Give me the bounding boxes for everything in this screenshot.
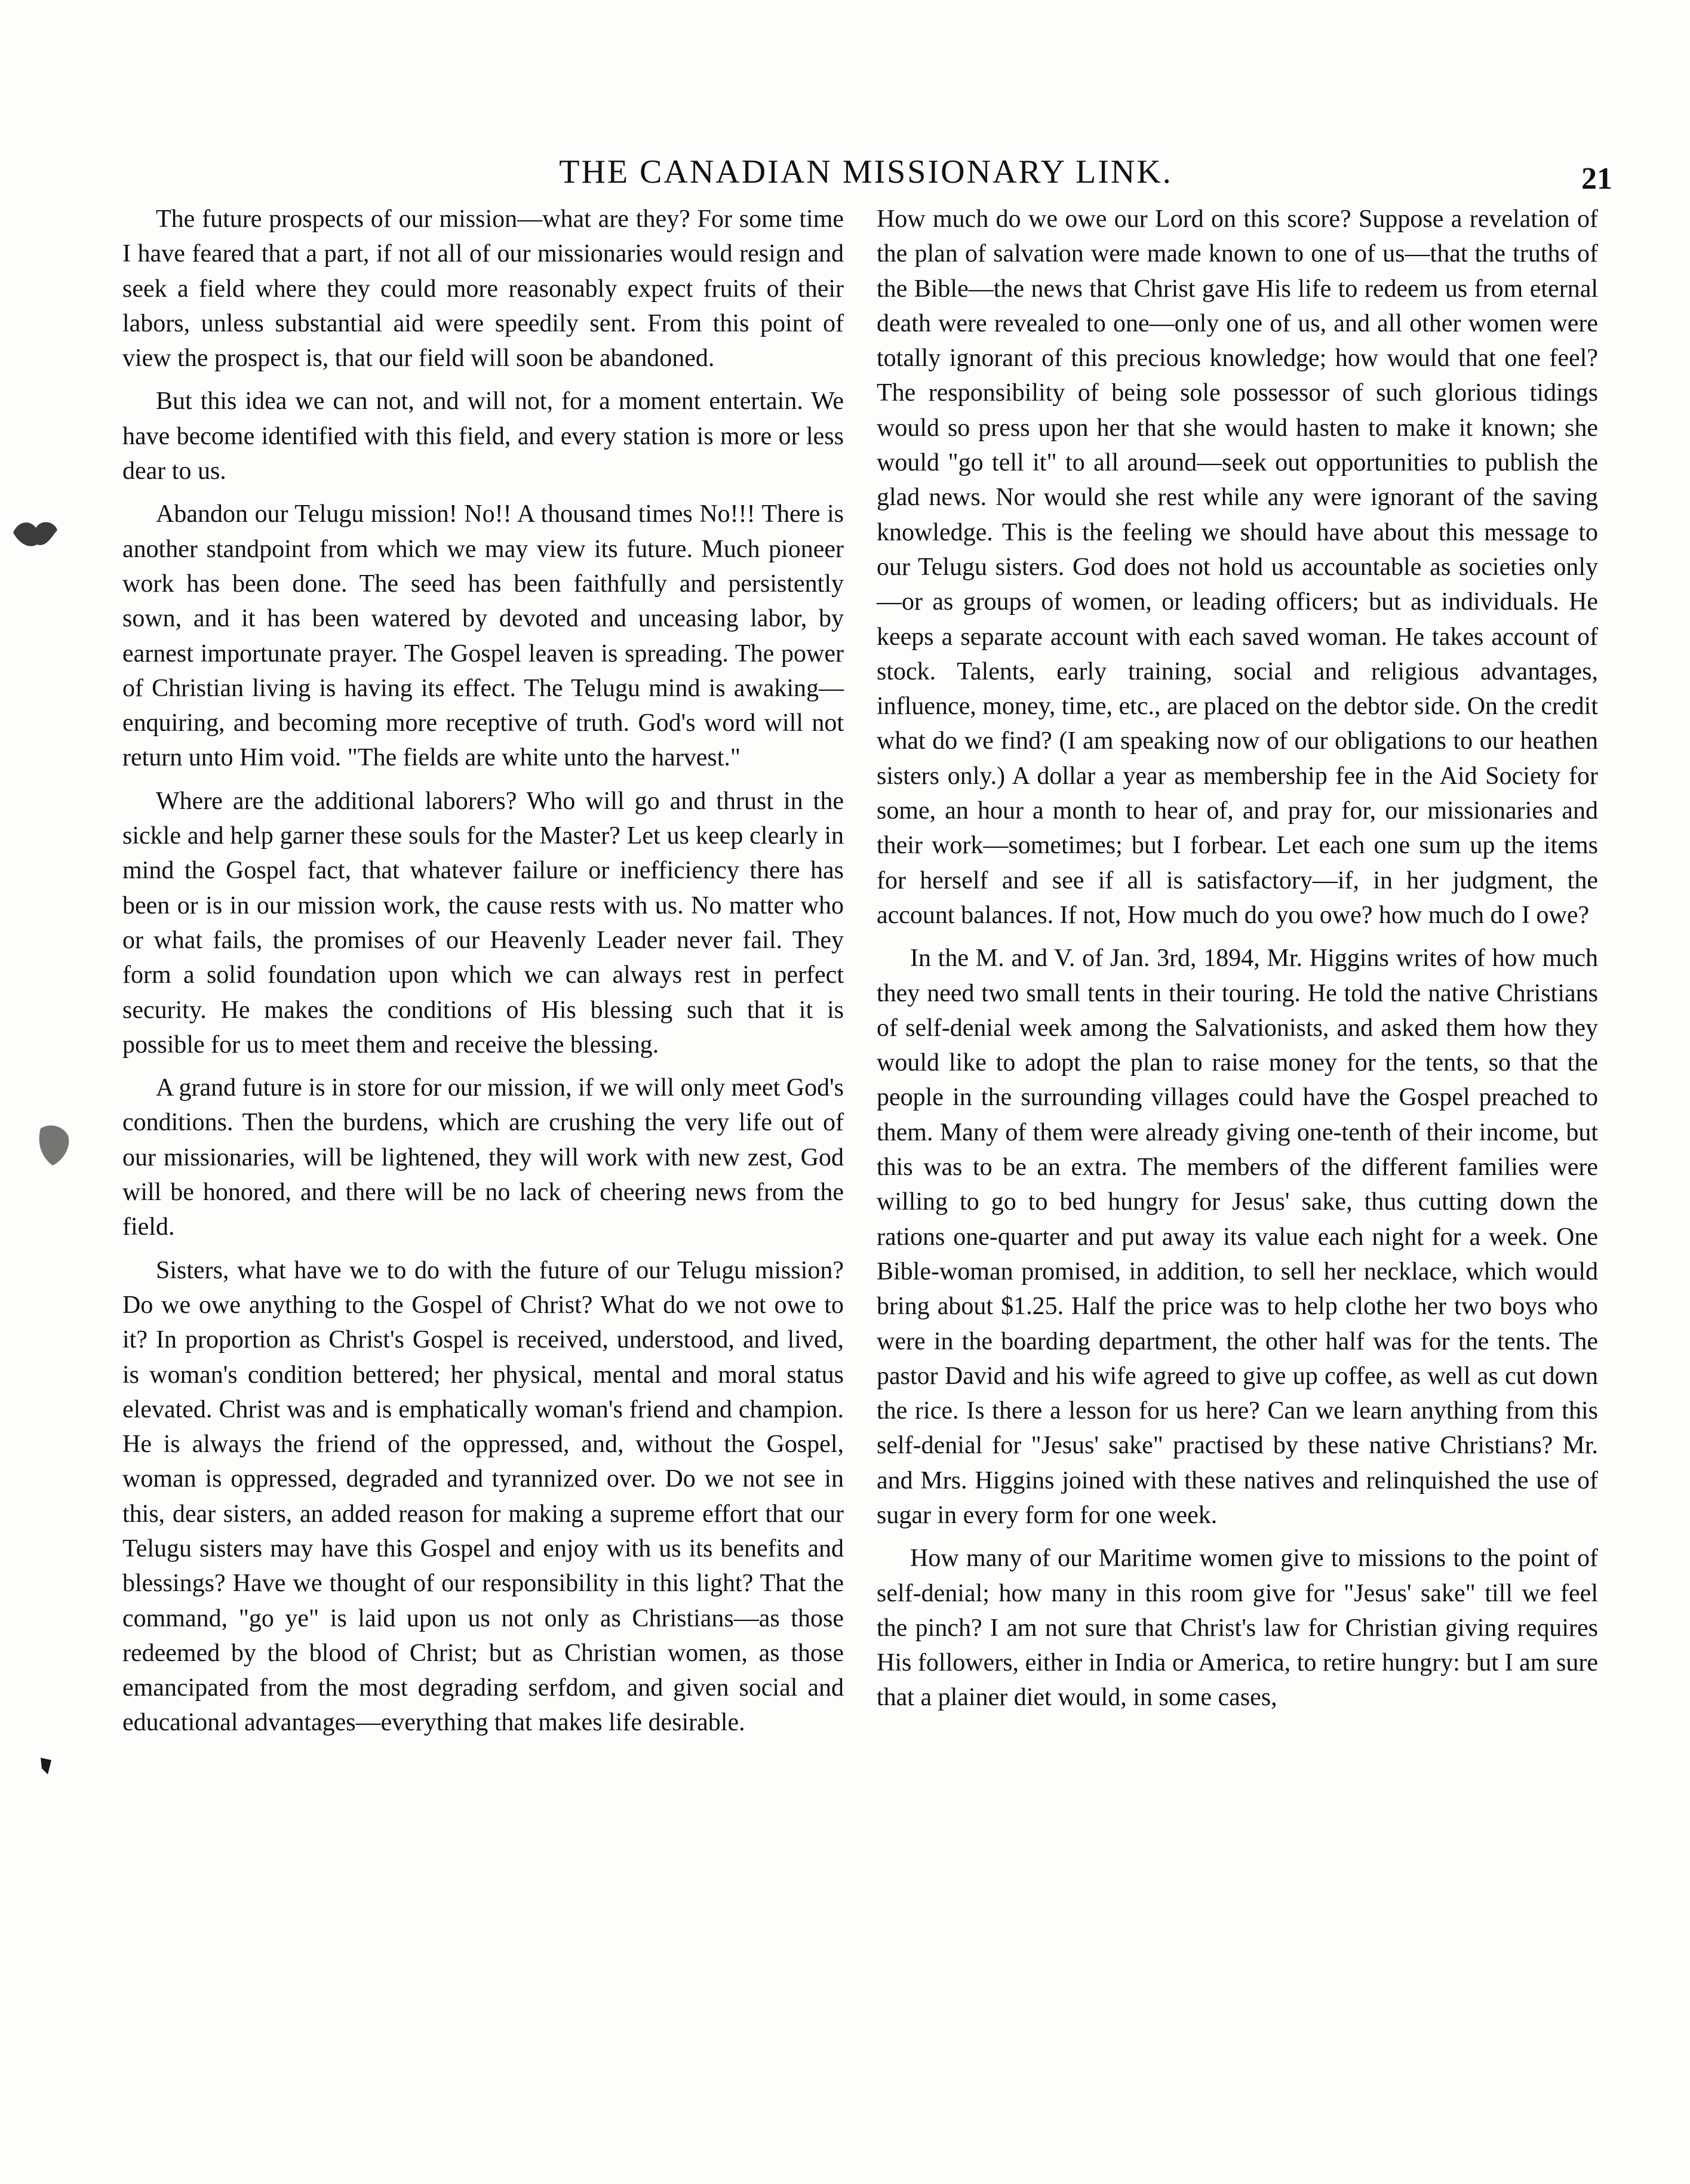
paragraph: Abandon our Telugu mission! No!! A thousand times No!!! There is another standpoint from which we may view its future. Much pioneer work has been done. The seed has been faithfully and persistently sown, and it has been watered by devoted and unceasing labor, by earnest importunate prayer. The Gospel leaven is spreading. The power of Christian living is having its effect. The Telugu mind is awaking—enquiring, and becoming more receptive of truth. God's word will not return unto Him void. "The fields are white unto the harvest." <box>122 500 844 772</box>
paragraph: The future prospects of our mission—what are they? For some time I have feared that a part, if not all of our missionaries would resign and seek a field where they could more reasonably expect fruits of their labors, unless substantial aid were speedily sent. From this point of view the prospect is, that our field will soon be abandoned. <box>122 205 844 373</box>
right-column <box>877 202 1598 1724</box>
margin-ink-mark <box>11 515 61 558</box>
paragraph: Sisters, what have we to do with the future of our Telugu mission? Do we owe anything to the Gospel of Christ? What do we not owe to it? In proportion as Christ's Gospel is received, understood, and lived, is woman's condition bettered; her physical, mental and moral status elevated. Christ was and is emphatically woman's friend and champion. He is always the friend of the oppressed, and, without the Gospel, woman is oppressed, degraded and tyrannized over. Do we not see in this, dear sisters, an added reason for making a supreme effort that our Telugu sisters may have this Gospel and enjoy with us its benefits and blessings? Have we thought of our responsibility in this light? That the command, "go ye" is laid upon us not only as Christians—as those redeemed by the blood of Christ; but as Christian women, as those emancipated from the most degrading serfdom, and given social and educational advantages—everything that makes life desirable. <box>122 1256 844 1737</box>
paragraph: A grand future is in store for our mission, if we will only meet God's conditions. Then the burdens, which are crushing the very life out of our missionaries, will be lightened, they will work with new zest, God will be honored, and there will be no lack of cheering news from the field. <box>122 1074 844 1241</box>
page-number: 21 <box>1581 162 1612 196</box>
paragraph: Where are the additional laborers? Who will go and thrust in the sickle and help garner these souls for the Master? Let us keep clearly in mind the Gospel fact, that whatever failure or inefficiency there has been or is in our mission work, the cause rests with us. No matter who or what fails, the promises of our Heavenly Leader never fail. They form a solid foundation upon which we can always rest in perfect security. He makes the conditions of His blessing such that it is possible for us to meet them and receive the blessing. <box>122 787 844 1059</box>
journal-title: THE CANADIAN MISSIONARY LINK. <box>559 153 1173 190</box>
margin-ink-mark <box>35 1122 74 1176</box>
paragraph: In the M. and V. of Jan. 3rd, 1894, Mr. Higgins writes of how much they need two small tents in their touring. He told the native Christians of self-denial week among the Salvationists, and asked them how they would like to adopt the plan to raise money for the tents, so that the people in the surrounding villages could have the Gospel preached to them. Many of them were already giving one-tenth of their income, but this was to be an extra. The members of the different families were willing to go to bed hungry for Jesus' sake, thus cutting down the rations one-quarter and put away its value each night for a week. One Bible-woman promised, in addition, to sell her necklace, which would bring about $1.25. Half the price was to help clothe her two boys who were in the boarding department, the other half was for the tents. The pastor David and his wife agreed to give up coffee, as well as cut down the rice. Is there a lesson for us here? Can we learn anything from this self-denial for "Jesus' sake" practised by these native Christians? Mr. and Mrs. Higgins joined with these natives and relinquished the use of sugar in every form for one week. <box>877 945 1598 1529</box>
margin-ink-mark <box>37 1748 54 1784</box>
running-header <box>119 148 1612 196</box>
left-column <box>122 202 844 1749</box>
paragraph: But this idea we can not, and will not, for a moment entertain. We have become identified with this field, and every station is more or less dear to us. <box>122 387 844 485</box>
paragraph: How many of our Maritime women give to missions to the point of self-denial; how many in this room give for "Jesus' sake" till we feel the pinch? I am not sure that Christ's law for Christian giving requires His followers, either in India or America, to retire hungry: but I am sure that a plainer diet would, in some cases, <box>877 1545 1598 1712</box>
paragraph: How much do we owe our Lord on this score? Suppose a revelation of the plan of salvation were made known to one of us—that the truths of the Bible—the news that Christ gave His life to redeem us from eternal death were revealed to one—only one of us, and all other women were totally ignorant of this precious knowledge; how would that one feel? The responsibility of being sole possessor of such glorious tidings would so press upon her that she would hasten to make it known; she would "go tell it" to all around—seek out opportunities to publish the glad news. Nor would she rest while any were ignorant of the saving knowledge. This is the feeling we should have about this message to our Telugu sisters. God does not hold us accountable as societies only—or as groups of women, or leading officers; but as individuals. He keeps a separate account with each saved woman. He takes account of stock. Talents, early training, social and religious advantages, influence, money, time, etc., are placed on the debtor side. On the credit what do we find? (I am speaking now of our obligations to our heathen sisters only.) A dollar a year as membership fee in the Aid Society for some, an hour a month to hear of, and pray for, our missionaries and their work—sometimes; but I forbear. Let each one sum up the items for herself and see if all is satisfactory—if, in her judgment, the account balances. If not, How much do you owe? how much do I owe? <box>877 205 1598 929</box>
